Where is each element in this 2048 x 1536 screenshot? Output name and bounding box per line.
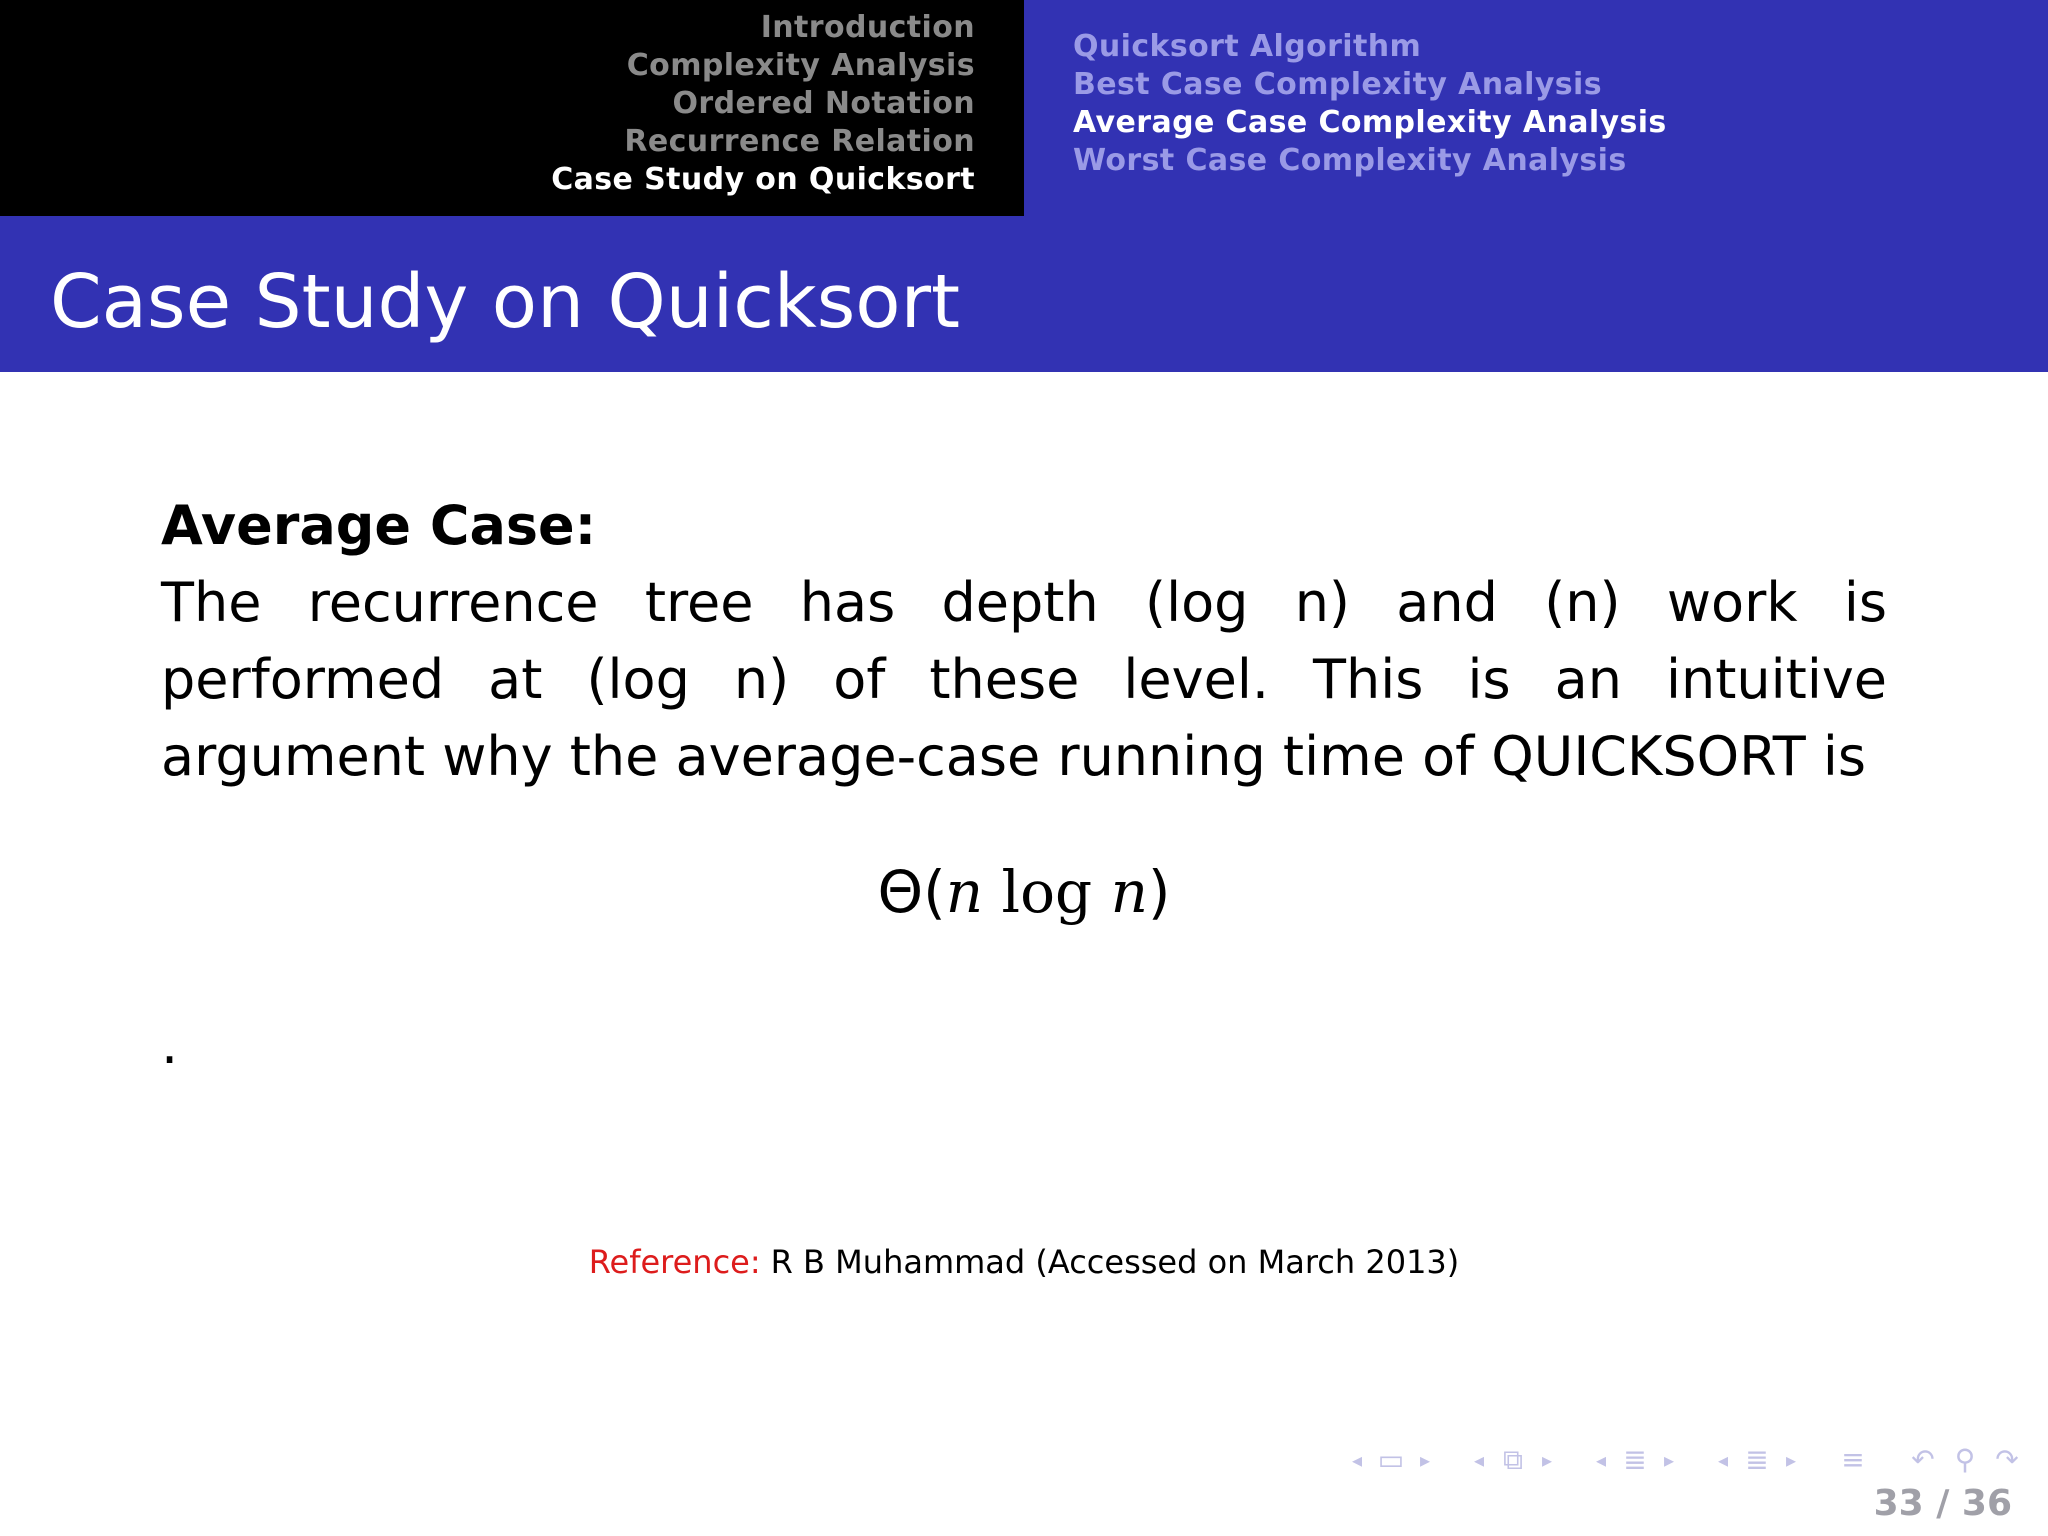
subsection-icon[interactable]: ≣ xyxy=(1745,1443,1769,1476)
formula-theta: Θ( xyxy=(877,858,946,926)
search-icon[interactable]: ⚲ xyxy=(1954,1443,1976,1476)
undo-icon[interactable]: ↶ xyxy=(1911,1443,1935,1476)
nav-left-arrow-icon[interactable]: ◂ xyxy=(1473,1448,1485,1472)
frame-title: Case Study on Quicksort xyxy=(50,259,961,345)
nav-section-recurrence-relation[interactable]: Recurrence Relation xyxy=(624,124,975,159)
block-body-text: The recurrence tree has depth (log n) and (n) work is performed at (log n) of these level. This is an intuitive argument why the average-case running time of QUICKSORT is xyxy=(161,571,1887,788)
redo-icon[interactable]: ↷ xyxy=(1995,1443,2019,1476)
page-number: 33 / 36 xyxy=(1873,1483,2012,1524)
nav-right-arrow-icon[interactable]: ▸ xyxy=(1419,1448,1431,1472)
nav-subsection-quicksort-algorithm[interactable]: Quicksort Algorithm xyxy=(1073,29,1422,64)
subsection-list xyxy=(1073,28,1667,180)
reference-text: R B Muhammad (Accessed on March 2013) xyxy=(770,1243,1460,1281)
slide-content xyxy=(161,488,1887,795)
formula-close: ) xyxy=(1147,858,1171,926)
nav-section-introduction[interactable]: Introduction xyxy=(760,10,975,45)
nav-subsection-average-case[interactable]: Average Case Complexity Analysis xyxy=(1073,105,1667,140)
nav-left-arrow-icon[interactable]: ◂ xyxy=(1595,1448,1607,1472)
slides-icon[interactable]: ⧉ xyxy=(1503,1443,1523,1476)
nav-section-case-study[interactable]: Case Study on Quicksort xyxy=(551,162,975,197)
formula-n: n xyxy=(945,858,984,926)
nav-left-arrow-icon[interactable]: ◂ xyxy=(1351,1448,1363,1472)
beamer-navigation-controls xyxy=(1344,1442,2028,1478)
reference-label: Reference: xyxy=(588,1243,761,1281)
nav-section-complexity-analysis[interactable]: Complexity Analysis xyxy=(626,48,975,83)
section-list xyxy=(551,9,975,199)
section-navigation xyxy=(0,0,1024,216)
reference-line xyxy=(0,1240,2048,1284)
nav-subsection-best-case[interactable]: Best Case Complexity Analysis xyxy=(1073,67,1602,102)
stray-period: . xyxy=(161,1013,179,1076)
nav-section-ordered-notation[interactable]: Ordered Notation xyxy=(672,86,975,121)
nav-right-arrow-icon[interactable]: ▸ xyxy=(1663,1448,1675,1472)
frame-title-bar xyxy=(0,216,2048,372)
formula-n: n xyxy=(1110,858,1148,926)
subsection-navigation xyxy=(1024,0,2048,216)
frame-icon[interactable]: ▭ xyxy=(1377,1443,1405,1476)
nav-left-arrow-icon[interactable]: ◂ xyxy=(1717,1448,1729,1472)
nav-right-arrow-icon[interactable]: ▸ xyxy=(1541,1448,1553,1472)
formula-log: log xyxy=(983,858,1111,926)
block-title: Average Case: xyxy=(161,494,597,557)
section-icon[interactable]: ≣ xyxy=(1623,1443,1647,1476)
theta-formula xyxy=(0,852,2048,932)
nav-subsection-worst-case[interactable]: Worst Case Complexity Analysis xyxy=(1073,143,1627,178)
nav-right-arrow-icon[interactable]: ▸ xyxy=(1785,1448,1797,1472)
align-icon[interactable]: ≡ xyxy=(1841,1443,1865,1476)
